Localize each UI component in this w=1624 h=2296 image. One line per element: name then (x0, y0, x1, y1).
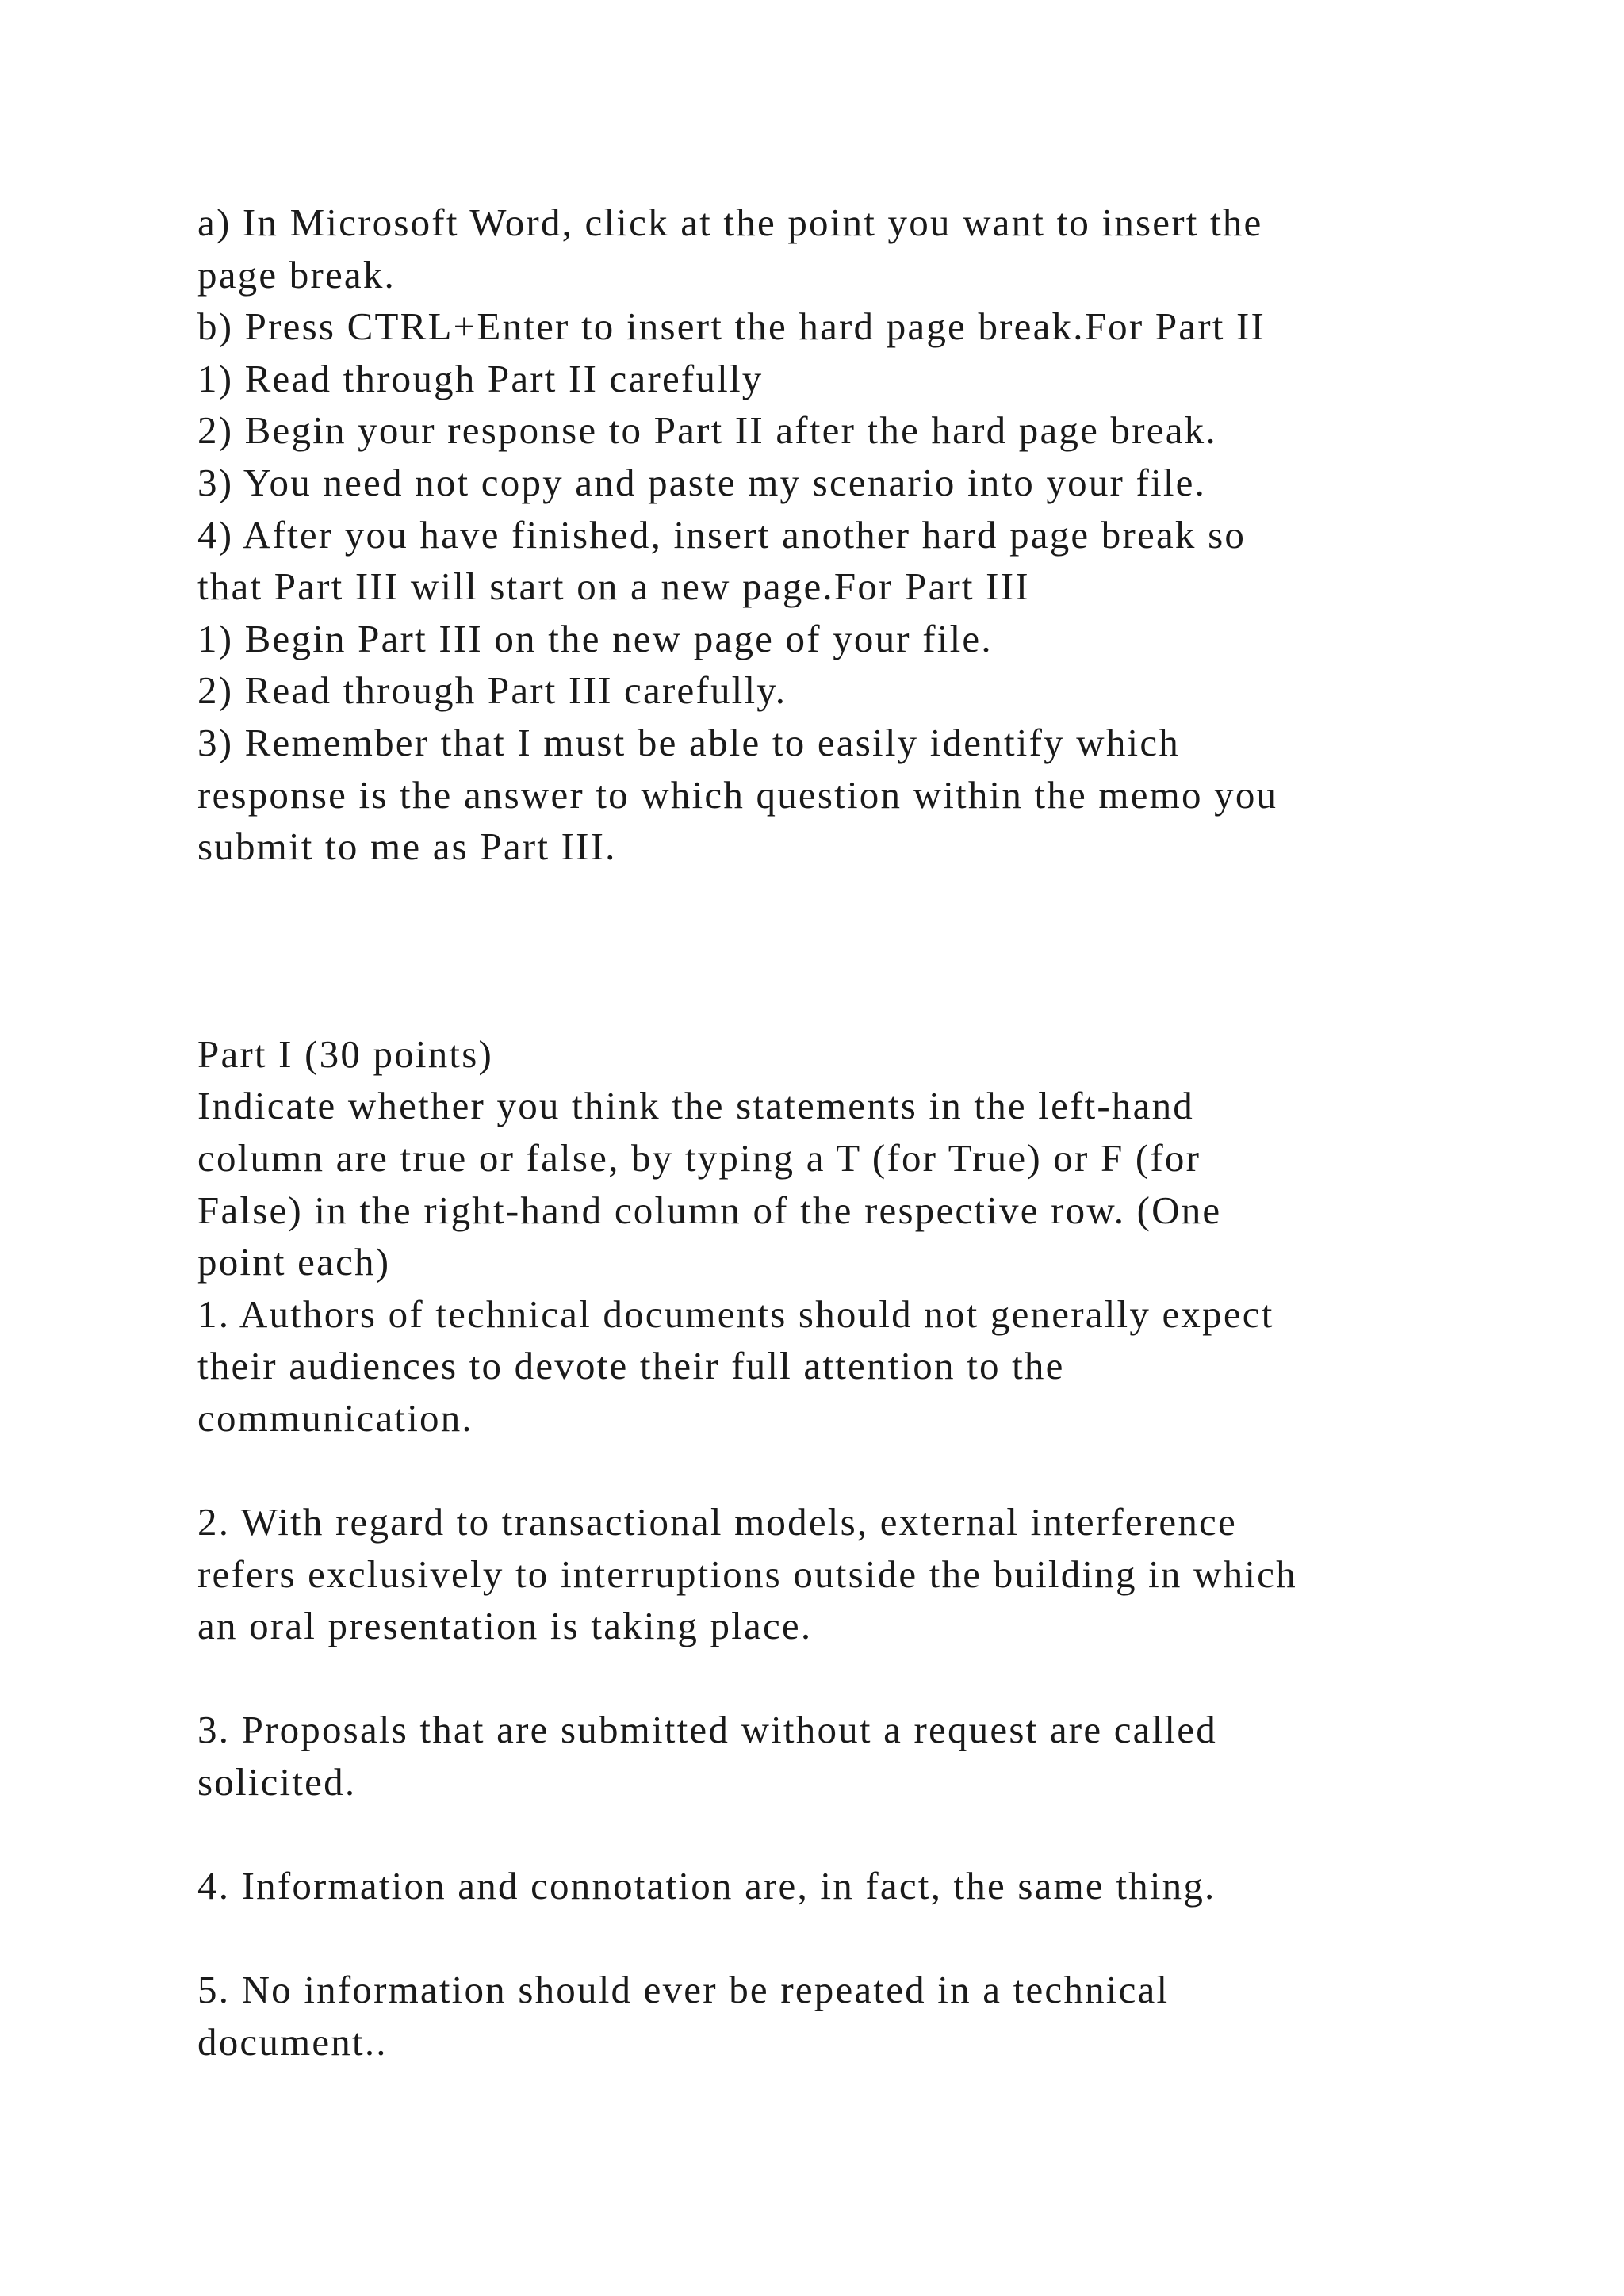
question-line: document.. (197, 2020, 388, 2064)
blank-line (197, 1444, 1466, 1496)
question-1 (197, 1288, 1466, 1445)
question-line: an oral presentation is taking place. (197, 1604, 813, 1648)
intro-instructions (197, 197, 1466, 873)
question-3 (197, 1704, 1466, 1808)
intro-line: 1) Begin Part III on the new page of your file. (197, 616, 993, 660)
question-line: 4. Information and connotation are, in fact, the same thing. (197, 1864, 1216, 1908)
intro-line: 4) After you have finished, insert another hard page break so (197, 512, 1247, 557)
part-one-instruction-line: Indicate whether you think the statements in the left-hand (197, 1084, 1194, 1128)
intro-line: page break. (197, 252, 396, 297)
blank-line (197, 1808, 1466, 1861)
question-line: 5. No information should ever be repeated in a technical (197, 1968, 1170, 2012)
intro-line: submit to me as Part III. (197, 825, 617, 869)
part-one-section (197, 1028, 1466, 2068)
intro-line: a) In Microsoft Word, click at the point you want to insert the (197, 201, 1263, 244)
intro-line: 1) Read through Part II carefully (197, 356, 764, 400)
question-line: 3. Proposals that are submitted without a request are called (197, 1708, 1217, 1752)
question-2 (197, 1496, 1466, 1652)
question-line: 2. With regard to transactional models, external interference (197, 1500, 1237, 1544)
blank-line (197, 1652, 1466, 1705)
section-gap (197, 873, 1466, 1028)
intro-line: 3) You need not copy and paste my scenario into your file. (197, 460, 1207, 504)
part-one-instruction-line: point each) (197, 1240, 391, 1284)
blank-line (197, 1912, 1466, 1965)
part-one-heading: Part I (30 points) (197, 1031, 494, 1076)
question-line: 1. Authors of technical documents should not generally expect (197, 1292, 1274, 1336)
intro-line: that Part III will start on a new page.For Part III (197, 564, 1030, 609)
document-body (197, 197, 1466, 2068)
question-line: solicited. (197, 1760, 357, 1804)
question-line: refers exclusively to interruptions outside the building in which (197, 1552, 1297, 1596)
question-line: communication. (197, 1395, 473, 1440)
intro-line: b) Press CTRL+Enter to insert the hard page break.For Part II (197, 304, 1266, 349)
question-4 (197, 1860, 1466, 1912)
part-one-instruction-line: False) in the right-hand column of the respective row. (One (197, 1188, 1222, 1232)
question-line: their audiences to devote their full attention to the (197, 1344, 1065, 1388)
intro-line: 2) Begin your response to Part II after the hard page break. (197, 408, 1217, 453)
part-one-instruction-line: column are true or false, by typing a T (for True) or F (for (197, 1135, 1201, 1180)
question-5 (197, 1964, 1466, 2068)
intro-line: 3) Remember that I must be able to easily identify which (197, 720, 1181, 764)
intro-line: 2) Read through Part III carefully. (197, 668, 787, 713)
intro-line: response is the answer to which question within the memo you (197, 772, 1278, 817)
